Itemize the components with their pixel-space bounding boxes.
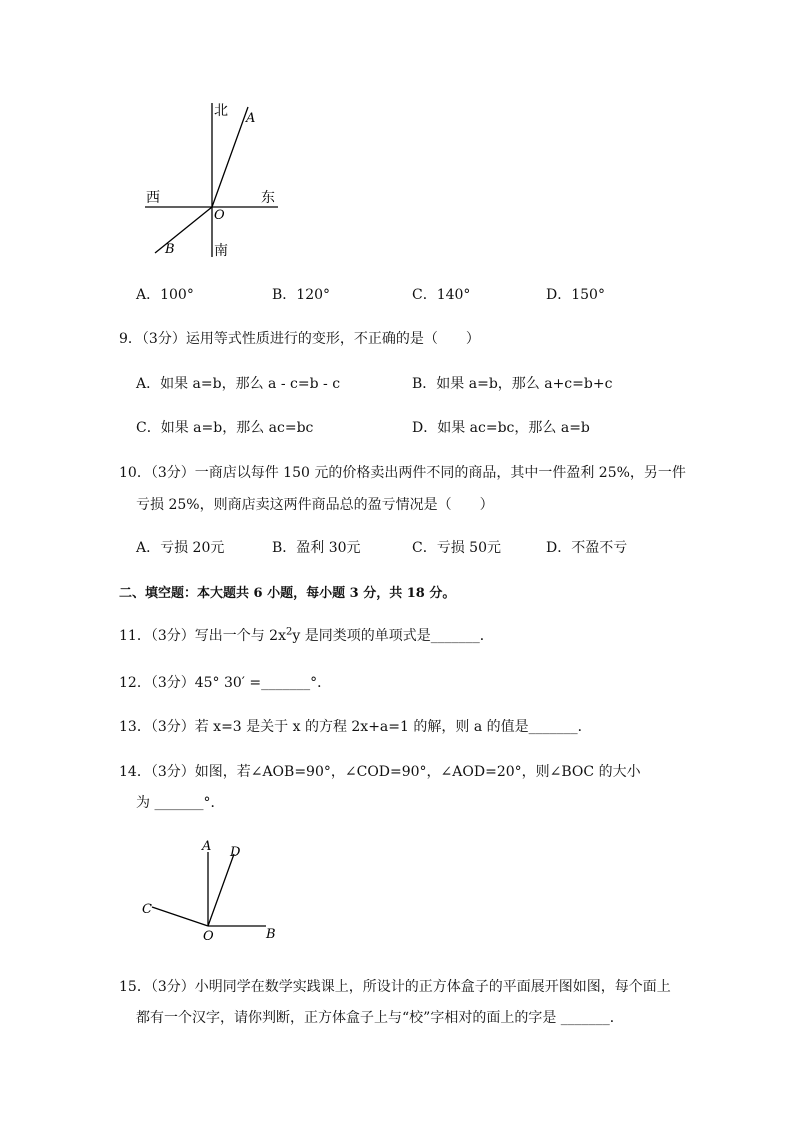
- label-a: A: [202, 839, 212, 854]
- q9-option-b[interactable]: B．如果 a=b，那么 a+c=b+c: [412, 376, 613, 392]
- q11-stem-post: y 是同类项的单项式是_______．: [292, 628, 494, 644]
- q14-stem-line1: 14．（3分）如图，若∠AOB=90°，∠COD=90°，∠AOD=20°，则∠BOC 的大小: [119, 764, 641, 780]
- q10-stem-line2: 亏损 25%，则商店卖这两件商品总的盈亏情况是（ ）: [136, 497, 494, 513]
- q12-stem: 12．（3分）45° 30′ =_______°．: [119, 675, 332, 691]
- ray-ob: [155, 207, 212, 253]
- label-d: D: [230, 845, 241, 860]
- q10-option-a[interactable]: A．亏损 20元: [136, 540, 225, 556]
- q13-stem: 13．（3分）若 x=3 是关于 x 的方程 2x+a=1 的解，则 a 的值是_______．: [119, 719, 592, 735]
- label-b: B: [165, 242, 175, 257]
- compass-figure: [130, 95, 290, 265]
- q9-option-c[interactable]: C．如果 a=b，那么 ac=bc: [136, 420, 314, 436]
- angles-figure: [130, 830, 290, 950]
- q11-exponent: 2: [285, 626, 293, 638]
- q10-option-d[interactable]: D．不盈不亏: [546, 540, 628, 556]
- q10-option-c[interactable]: C．亏损 50元: [412, 540, 501, 556]
- label-c: C: [142, 902, 152, 917]
- ray-oc: [152, 907, 208, 926]
- label-o: O: [214, 208, 225, 223]
- q15-stem-line2: 都有一个汉字，请你判断，正方体盒子上与“校”字相对的面上的字是 _______．: [136, 1010, 624, 1026]
- label-south: 南: [214, 243, 228, 259]
- q10-stem-line1: 10．（3分）一商店以每件 150 元的价格卖出两件不同的商品，其中一件盈利 25%，另一件: [119, 465, 686, 481]
- q9-stem: 9．（3分）运用等式性质进行的变形，不正确的是（ ）: [119, 331, 480, 347]
- label-east: 东: [261, 190, 275, 206]
- q8-option-d[interactable]: D．150°: [546, 287, 605, 303]
- ray-od: [208, 854, 234, 926]
- label-a: A: [246, 111, 256, 126]
- label-west: 西: [146, 190, 160, 206]
- q8-option-c[interactable]: C．140°: [412, 287, 471, 303]
- label-o: O: [203, 929, 214, 944]
- ray-oa: [212, 107, 248, 207]
- q9-option-d[interactable]: D．如果 ac=bc，那么 a=b: [412, 420, 590, 436]
- q15-stem-line1: 15．（3分）小明同学在数学实践课上，所设计的正方体盒子的平面展开图如图，每个面上: [119, 979, 671, 995]
- q11-stem-pre: 11．（3分）写出一个与 2x: [119, 628, 286, 644]
- label-b: B: [266, 927, 276, 942]
- q11-stem: [119, 625, 494, 645]
- label-north: 北: [214, 103, 228, 119]
- q8-option-a[interactable]: A．100°: [136, 287, 194, 303]
- section-heading-fill-in: 二、填空题：本大题共 6 小题，每小题 3 分，共 18 分。: [119, 586, 456, 601]
- q14-stem-line2: 为 _______°．: [136, 795, 225, 811]
- q10-option-b[interactable]: B．盈利 30元: [272, 540, 361, 556]
- q8-option-b[interactable]: B．120°: [272, 287, 331, 303]
- q9-option-a[interactable]: A．如果 a=b，那么 a - c=b - c: [136, 376, 341, 392]
